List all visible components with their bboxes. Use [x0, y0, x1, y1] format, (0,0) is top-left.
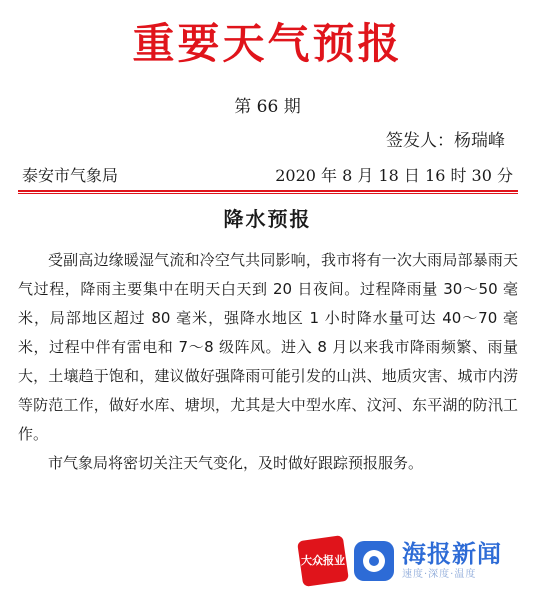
paragraph: 受副高边缘暖湿气流和冷空气共同影响，我市将有一次大雨局部暴雨天气过程，降雨主要集中在明天白天到 20 日夜间。过程降雨量 30～50 毫米，局部地区超过 80 毫米，强降水地区 1 小时降水量可达 40～70 毫米，过程中伴有雷电和 7～8 级阵风。进入 8 月以来我市降雨频繁、雨量大，土壤趋于饱和，建议做好强降雨可能引发的山洪、地质灾害、城市内涝等防范工作，做好水库、塘坝，尤其是大中型水库、汶河、东平湖的防汛工作。 [18, 251, 518, 443]
dazhong-logo-text: 大众报业 [301, 554, 345, 567]
signer: 签发人：杨瑞峰 [386, 131, 505, 151]
issuing-agency: 泰安市气象局 [22, 166, 119, 185]
header-divider [18, 190, 518, 192]
header-divider-thin [18, 193, 518, 194]
brand-slogan: 速度·深度·温度 [402, 569, 477, 580]
paragraph: 市气象局将密切关注天气变化，及时做好跟踪预报服务。 [48, 454, 424, 472]
section-title: 降水预报 [223, 207, 312, 231]
issue-number: 第 66 期 [234, 97, 301, 117]
haibao-app-icon [354, 541, 394, 581]
body-text [18, 246, 518, 478]
issue-datetime: 2020 年 8 月 18 日 16 时 30 分 [275, 166, 513, 185]
dazhong-logo [300, 538, 346, 584]
document-title: 重要天气预报 [132, 19, 403, 68]
brand-name: 海报新闻 [402, 540, 502, 568]
watermark [300, 538, 502, 584]
